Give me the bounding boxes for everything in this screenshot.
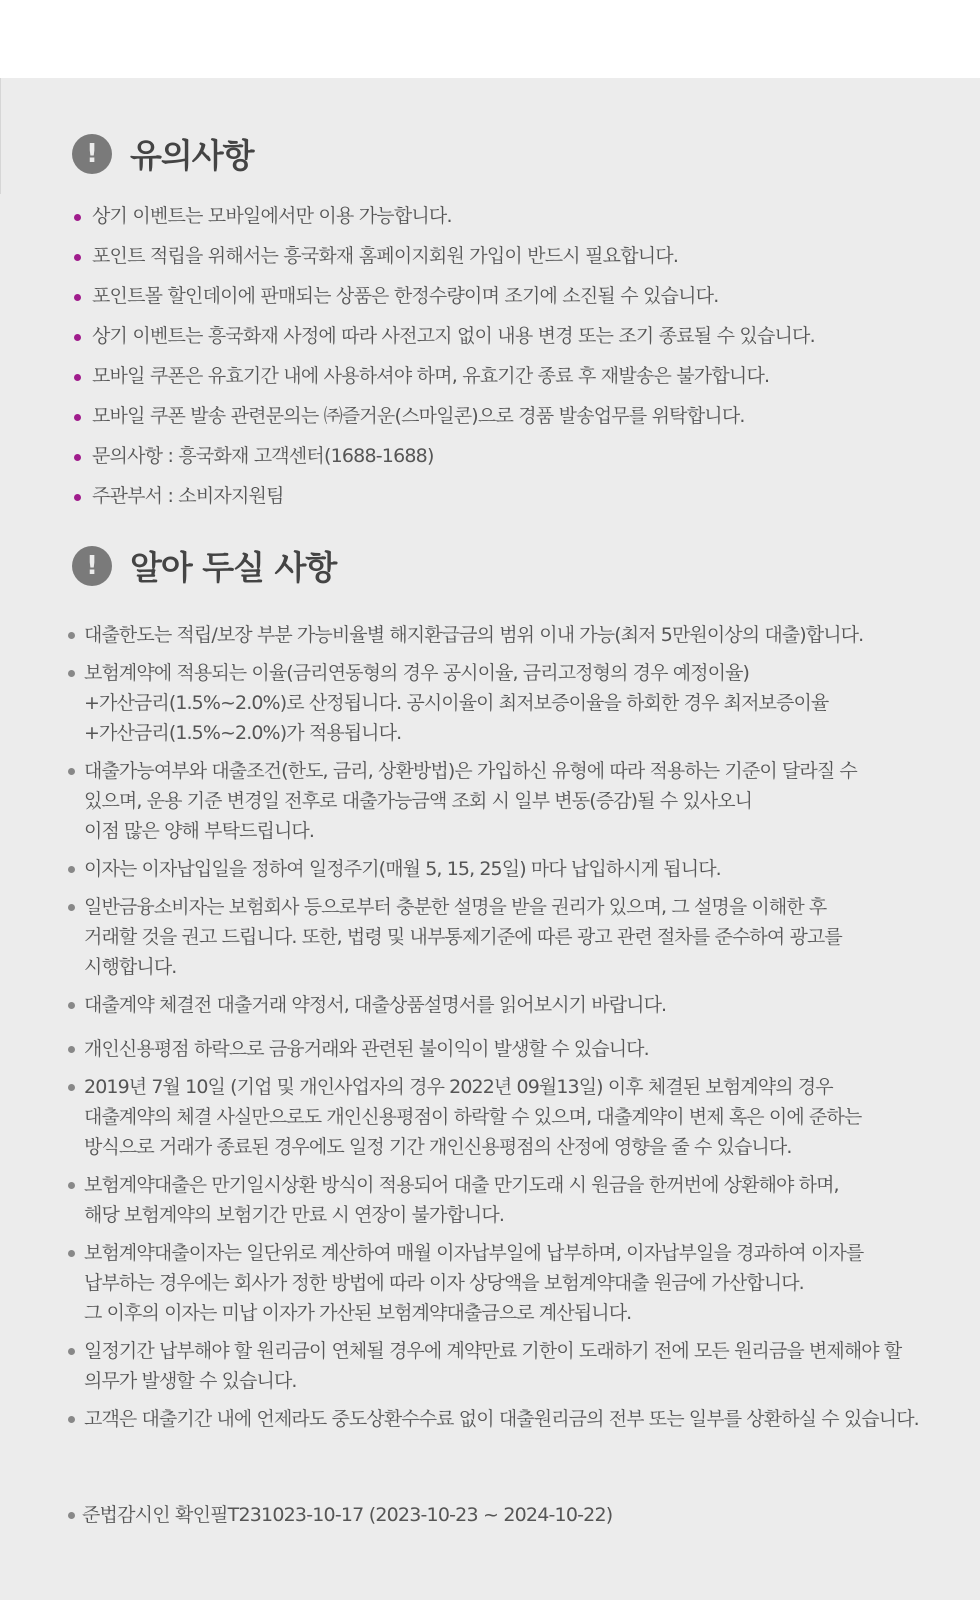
bullet-dot <box>74 414 81 421</box>
list-item-text: 문의사항 : 흥국화재 고객센터(1688-1688) <box>92 445 434 467</box>
bullet-dot <box>74 334 81 341</box>
list-item-text: 상기 이벤트는 흥국화재 사정에 따라 사전고지 없이 내용 변경 또는 조기 종료될 수 있습니다. <box>92 325 815 347</box>
list-item-line: +가산금리(1.5%~2.0%)로 산정됩니다. 공시이율이 최저보증이율을 하회한 경우 최저보증이율 <box>84 692 829 714</box>
bullet-dot <box>74 294 81 301</box>
list-item <box>68 1404 919 1434</box>
list-item-line: 납부하는 경우에는 회사가 정한 방법에 따라 이자 상당액을 보험계약대출 원금에 가산합니다. <box>84 1272 804 1294</box>
section-title-info <box>72 542 336 589</box>
list-item-line: 그 이후의 이자는 미납 이자가 가산된 보험계약대출금으로 계산됩니다. <box>84 1302 632 1324</box>
list-item-text: 주관부서 : 소비자지원팀 <box>92 485 284 507</box>
notice-list <box>74 200 815 520</box>
list-item-line: 시행합니다. <box>84 956 177 978</box>
section-title-text: 알아 두실 사항 <box>130 548 337 587</box>
list-item-line: 보험계약에 적용되는 이율(금리연동형의 경우 공시이율, 금리고정형의 경우 예정이율) <box>84 662 750 684</box>
bullet-dot <box>68 1250 75 1257</box>
bullet-dot <box>68 1512 75 1519</box>
bullet-dot <box>68 1046 75 1053</box>
bullet-dot <box>68 670 75 677</box>
list-item-text: 포인트몰 할인데이에 판매되는 상품은 한정수량이며 조기에 소진될 수 있습니다. <box>92 285 719 307</box>
list-item-text: 포인트 적립을 위해서는 흥국화재 홈페이지회원 가입이 반드시 필요합니다. <box>92 245 679 267</box>
compliance-note <box>68 1500 612 1527</box>
list-item <box>74 400 815 440</box>
list-item <box>68 658 919 748</box>
list-item-text: 모바일 쿠폰 발송 관련문의는 ㈜즐거운(스마일콘)으로 경품 발송업무를 위탁합니다. <box>92 405 745 427</box>
bullet-dot <box>68 1002 75 1009</box>
bullet-dot <box>74 494 81 501</box>
bullet-dot <box>68 1182 75 1189</box>
list-item-text: 상기 이벤트는 모바일에서만 이용 가능합니다. <box>92 205 452 227</box>
list-item-line: +가산금리(1.5%~2.0%)가 적용됩니다. <box>84 722 402 744</box>
bullet-dot <box>68 866 75 873</box>
section-title-notice <box>72 130 254 177</box>
bullet-dot <box>74 374 81 381</box>
list-item <box>68 854 919 884</box>
list-item-line: 이점 많은 양해 부탁드립니다. <box>84 820 315 842</box>
bullet-dot <box>68 632 75 639</box>
info-list <box>68 620 919 1434</box>
list-item-line: 일정기간 납부해야 할 원리금이 연체될 경우에 계약만료 기한이 도래하기 전에 모든 원리금을 변제해야 할 <box>84 1340 902 1362</box>
list-item <box>68 1170 919 1230</box>
bullet-dot <box>74 254 81 261</box>
list-item-line: 보험계약대출이자는 일단위로 계산하여 매월 이자납부일에 납부하며, 이자납부일을 경과하여 이자를 <box>84 1242 864 1264</box>
section-title-text: 유의사항 <box>130 136 254 175</box>
list-item <box>68 892 919 982</box>
exclamation-icon: ! <box>72 134 112 174</box>
list-item-line: 일반금융소비자는 보험회사 등으로부터 충분한 설명을 받을 권리가 있으며, 그 설명을 이해한 후 <box>84 896 827 918</box>
list-item <box>68 1336 919 1396</box>
list-item-line: 고객은 대출기간 내에 언제라도 중도상환수수료 없이 대출원리금의 전부 또는 일부를 상환하실 수 있습니다. <box>84 1408 919 1430</box>
list-item <box>74 360 815 400</box>
list-item-line: 대출한도는 적립/보장 부분 가능비율별 해지환급금의 범위 이내 가능(최저 5만원이상의 대출)합니다. <box>84 624 864 646</box>
list-item <box>68 990 919 1020</box>
list-item <box>74 440 815 480</box>
list-item-line: 보험계약대출은 만기일시상환 방식이 적용되어 대출 만기도래 시 원금을 한꺼번에 상환해야 하며, <box>84 1174 839 1196</box>
list-item-line: 대출계약의 체결 사실만으로도 개인신용평점이 하락할 수 있으며, 대출계약이 변제 혹은 이에 준하는 <box>84 1106 862 1128</box>
list-item <box>68 1238 919 1328</box>
list-item-line: 방식으로 거래가 종료된 경우에도 일정 기간 개인신용평점의 산정에 영향을 줄 수 있습니다. <box>84 1136 792 1158</box>
list-item-line: 있으며, 운용 기준 변경일 전후로 대출가능금액 조회 시 일부 변동(증감)될 수 있사오니 <box>84 790 753 812</box>
list-item <box>74 240 815 280</box>
list-item <box>68 1034 919 1064</box>
list-item-line: 해당 보험계약의 보험기간 만료 시 연장이 불가합니다. <box>84 1204 504 1226</box>
exclamation-icon: ! <box>72 546 112 586</box>
list-item <box>74 280 815 320</box>
list-item <box>68 1072 919 1162</box>
bullet-dot <box>68 768 75 775</box>
list-item-line: 개인신용평점 하락으로 금융거래와 관련된 불이익이 발생할 수 있습니다. <box>84 1038 649 1060</box>
list-item <box>68 756 919 846</box>
list-item <box>74 480 815 520</box>
list-item-line: 대출가능여부와 대출조건(한도, 금리, 상환방법)은 가입하신 유형에 따라 적용하는 기준이 달라질 수 <box>84 760 857 782</box>
list-item <box>74 200 815 240</box>
list-item-text: 모바일 쿠폰은 유효기간 내에 사용하셔야 하며, 유효기간 종료 후 재발송은 불가합니다. <box>92 365 770 387</box>
bullet-dot <box>68 1416 75 1423</box>
bullet-dot <box>68 904 75 911</box>
list-item <box>74 320 815 360</box>
bullet-dot <box>74 214 81 221</box>
list-item <box>68 620 919 650</box>
compliance-text: 준법감시인 확인필T231023-10-17 (2023-10-23 ~ 2024-10-22) <box>82 1504 613 1526</box>
list-item-line: 거래할 것을 권고 드립니다. 또한, 법령 및 내부통제기준에 따른 광고 관련 절차를 준수하여 광고를 <box>84 926 842 948</box>
bullet-dot <box>68 1084 75 1091</box>
list-item-line: 이자는 이자납입일을 정하여 일정주기(매월 5, 15, 25일) 마다 납입하시게 됩니다. <box>84 858 721 880</box>
bullet-dot <box>68 1348 75 1355</box>
list-item-line: 대출계약 체결전 대출거래 약정서, 대출상품설명서를 읽어보시기 바랍니다. <box>84 994 667 1016</box>
panel-edge-divider <box>0 78 1 194</box>
list-item-line: 의무가 발생할 수 있습니다. <box>84 1370 297 1392</box>
bullet-dot <box>74 454 81 461</box>
list-item-line: 2019년 7월 10일 (기업 및 개인사업자의 경우 2022년 09월13일) 이후 체결된 보험계약의 경우 <box>84 1076 833 1098</box>
